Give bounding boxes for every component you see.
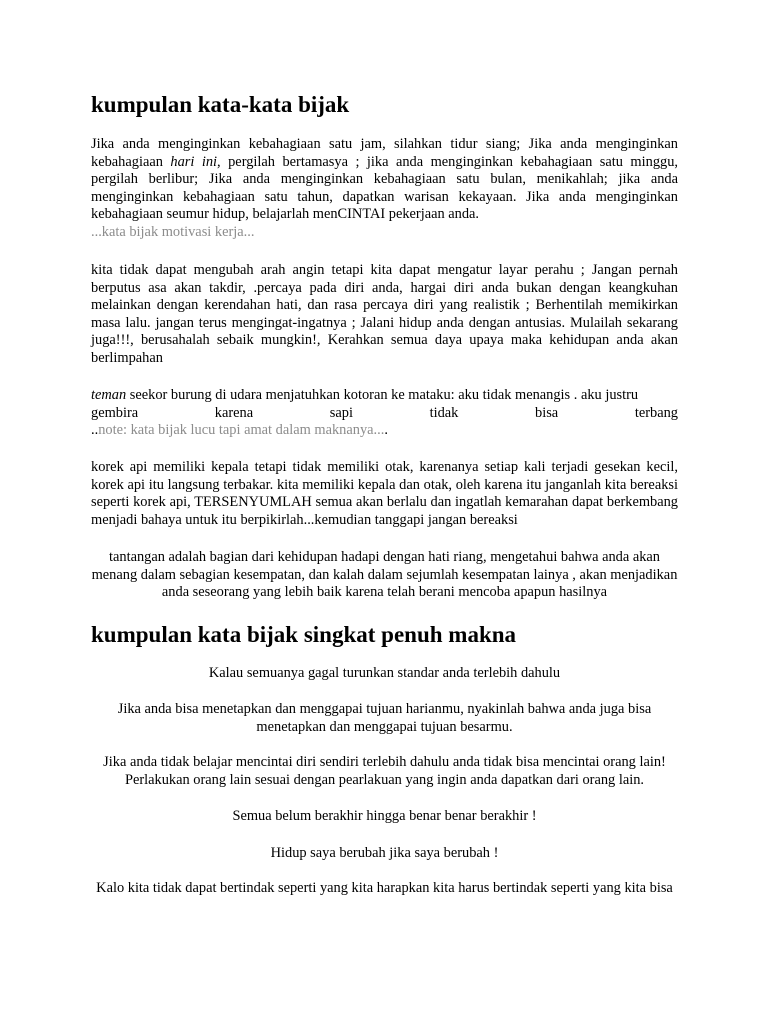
paragraph-teman-burung (91, 387, 678, 440)
note-motivasi-kerja: ...kata bijak motivasi kerja... (91, 223, 255, 240)
paragraph-kebahagiaan-italic: hari ini (170, 153, 218, 170)
note-suffix: . (384, 422, 388, 439)
paragraph-kebahagiaan (91, 136, 678, 242)
paragraph-teman-italic: teman (91, 387, 127, 403)
paragraph-tantangan: tantangan adalah bagian dari kehidupan hadapi dengan hati riang, mengetahui bahwa anda akan menang dalam sebagian kesempatan, dan kalah dalam sejumlah kesempatan lainya , akan menjadikan anda seseorang yang lebih baik karena telah berani mencoba apapun hasilnya (91, 549, 678, 601)
paragraph-kebahagiaan-text-1: Jika anda menginginkan kebahagiaan satu jam, silahkan tidur siang; Jika anda menginginkan kebahagiaan (91, 136, 678, 170)
quote-item: Hidup saya berubah jika saya berubah ! (270, 845, 499, 861)
quote-item: Kalau semuanya gagal turunkan standar anda terlebih dahulu (208, 665, 561, 681)
quote-item: Jika anda bisa menetapkan dan menggapai tujuan harianmu, nyakinlah bahwa anda juga bisa menetapkan dan menggapai tujuan besarmu. (117, 701, 652, 735)
paragraph-kebahagiaan-text-2: , pergilah bertamasya ; jika anda menginginkan kebahagiaan satu minggu, pergilah berlibur; Jika anda menginginkan kebahagiaan satu bulan, menikahlah; jika anda menginginkan kebahagiaan satu tahun, dapatkan warisan kekayaan. Jika anda menginginkan kebahagiaan seumur hidup, belajarlah menCINTAI pekerjaan anda. (91, 153, 678, 223)
note-kata-bijak-lucu: note: kata bijak lucu tapi amat dalam maknanya... (98, 422, 385, 439)
paragraph-arah-angin: kita tidak dapat mengubah arah angin tetapi kita dapat mengatur layar perahu ; Jangan pernah berputus asa akan takdir, .percaya pada diri anda, hargai diri anda bukan dengan keangkuhan melainkan dengan kerendahan hati, dan rasa percaya diri yang realistik ; Berhentilah memikirkan masa lalu. jangan terus mengingat-ingatnya ; Jalani hidup anda dengan antusias. Mulailah sekarang juga!!!, berusahalah sebaik mungkin!, Kerahkan semua daya upaya maka kehidupan anda akan berlimpahan (91, 262, 678, 366)
heading-kumpulan-kata-kata-bijak: kumpulan kata-kata bijak (91, 92, 350, 117)
quote-item: Jika anda tidak belajar mencintai diri sendiri terlebih dahulu anda tidak bisa mencintai orang lain! Perlakukan orang lain sesuai dengan pearlakuan yang ingin anda dapatkan dari orang lain. (103, 754, 666, 788)
note-prefix: .. (91, 422, 99, 439)
heading-kata-bijak-singkat: kumpulan kata bijak singkat penuh makna (91, 622, 517, 647)
paragraph-teman-line-2: gembira karena sapi tidak bisa terbang (91, 404, 678, 421)
quote-item: Kalo kita tidak dapat bertindak seperti yang kita harapkan kita harus bertindak seperti yang kita bisa (96, 880, 673, 896)
quote-item: Semua belum berakhir hingga benar benar berakhir ! (232, 808, 537, 824)
paragraph-korek-api: korek api memiliki kepala tetapi tidak memiliki otak, karenanya setiap kali terjadi gesekan kecil, korek api itu langsung terbakar. kita memiliki kepala dan otak, oleh karena itu janganlah kita bereaksi seperti korek api, TERSENYUMLAH semua akan berlalu dan ingatlah kemarahan dapat berkembang menjadi bahaya untuk itu berpikirlah...kemudian tanggapi jangan bereaksi (91, 459, 678, 528)
paragraph-teman-line-1: seekor burung di udara menjatuhkan kotoran ke mataku: aku tidak menangis . aku justru (126, 387, 639, 403)
